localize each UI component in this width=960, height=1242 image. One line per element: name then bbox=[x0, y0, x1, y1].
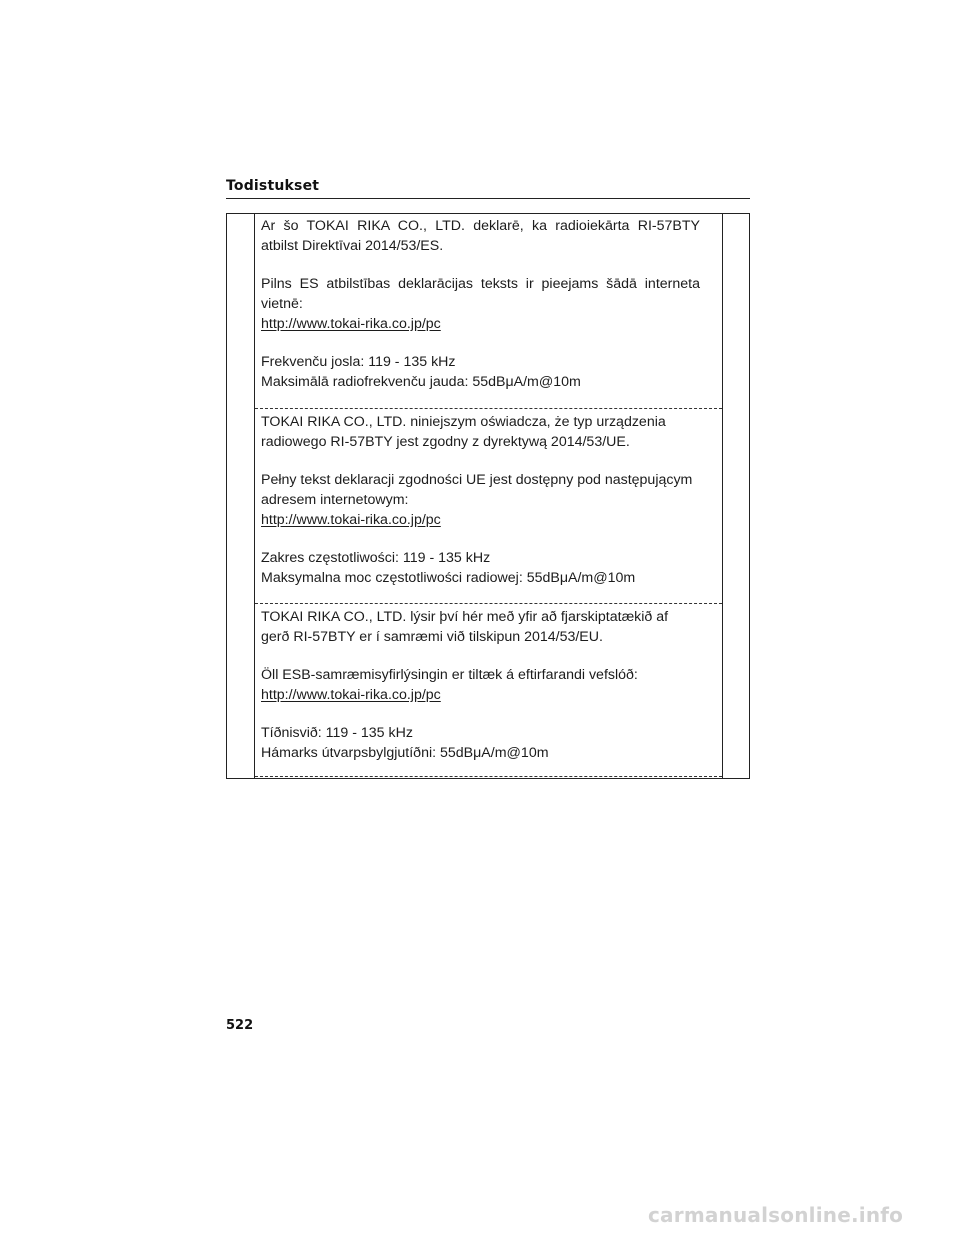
block-separator bbox=[255, 408, 722, 409]
declaration-link[interactable]: http://www.tokai-rika.co.jp/pc bbox=[261, 687, 441, 703]
declaration-intro: Ar šo TOKAI RIKA CO., LTD. deklarē, ka radioiekārta RI-57BTY atbilst Direktīvai 2014/53/ES. bbox=[261, 218, 700, 254]
frequency-band: Tíðnisvið: 119 - 135 kHz bbox=[261, 725, 413, 741]
block-separator bbox=[255, 603, 722, 604]
declaration-block-polish bbox=[255, 412, 722, 588]
declaration-availability: Pełny tekst deklaracji zgodności UE jest dostępny pod następującym adresem internetowym: bbox=[261, 472, 693, 508]
max-power: Maksymalna moc częstotliwości radiowej: 55dBμA/m@10m bbox=[261, 570, 636, 586]
max-power: Maksimālā radiofrekvenču jauda: 55dBμA/m@10m bbox=[261, 374, 581, 390]
declaration-availability: Öll ESB-samræmisyfirlýsingin er tiltæk á eftirfarandi vefslóð: bbox=[261, 667, 638, 683]
declaration-block-latvian bbox=[255, 216, 722, 392]
declaration-link[interactable]: http://www.tokai-rika.co.jp/pc bbox=[261, 316, 441, 332]
frequency-band: Zakres częstotliwości: 119 - 135 kHz bbox=[261, 550, 491, 566]
frequency-band: Frekvenču josla: 119 - 135 kHz bbox=[261, 354, 456, 370]
declaration-availability: Pilns ES atbilstības deklarācijas teksts ir pieejams šādā interneta vietnē: bbox=[261, 276, 700, 312]
declaration-link[interactable]: http://www.tokai-rika.co.jp/pc bbox=[261, 512, 441, 528]
block-separator bbox=[255, 776, 722, 777]
watermark: carmanualsonline.info bbox=[648, 1203, 904, 1227]
declaration-block-icelandic bbox=[255, 607, 722, 763]
declaration-intro: TOKAI RIKA CO., LTD. lýsir því hér með yfir að fjarskiptatækið af gerð RI-57BTY er í samræmi við tilskipun 2014/53/EU. bbox=[261, 609, 669, 645]
title-divider bbox=[226, 198, 750, 199]
max-power: Hámarks útvarpsbylgjutíðni: 55dBμA/m@10m bbox=[261, 745, 549, 761]
table-right-column-line bbox=[722, 213, 723, 779]
section-title: Todistukset bbox=[226, 178, 320, 194]
declaration-intro: TOKAI RIKA CO., LTD. niniejszym oświadcza, że typ urządzenia radiowego RI-57BTY jest zgodny z dyrektywą 2014/53/UE. bbox=[261, 414, 666, 450]
page-number: 522 bbox=[226, 1018, 254, 1033]
